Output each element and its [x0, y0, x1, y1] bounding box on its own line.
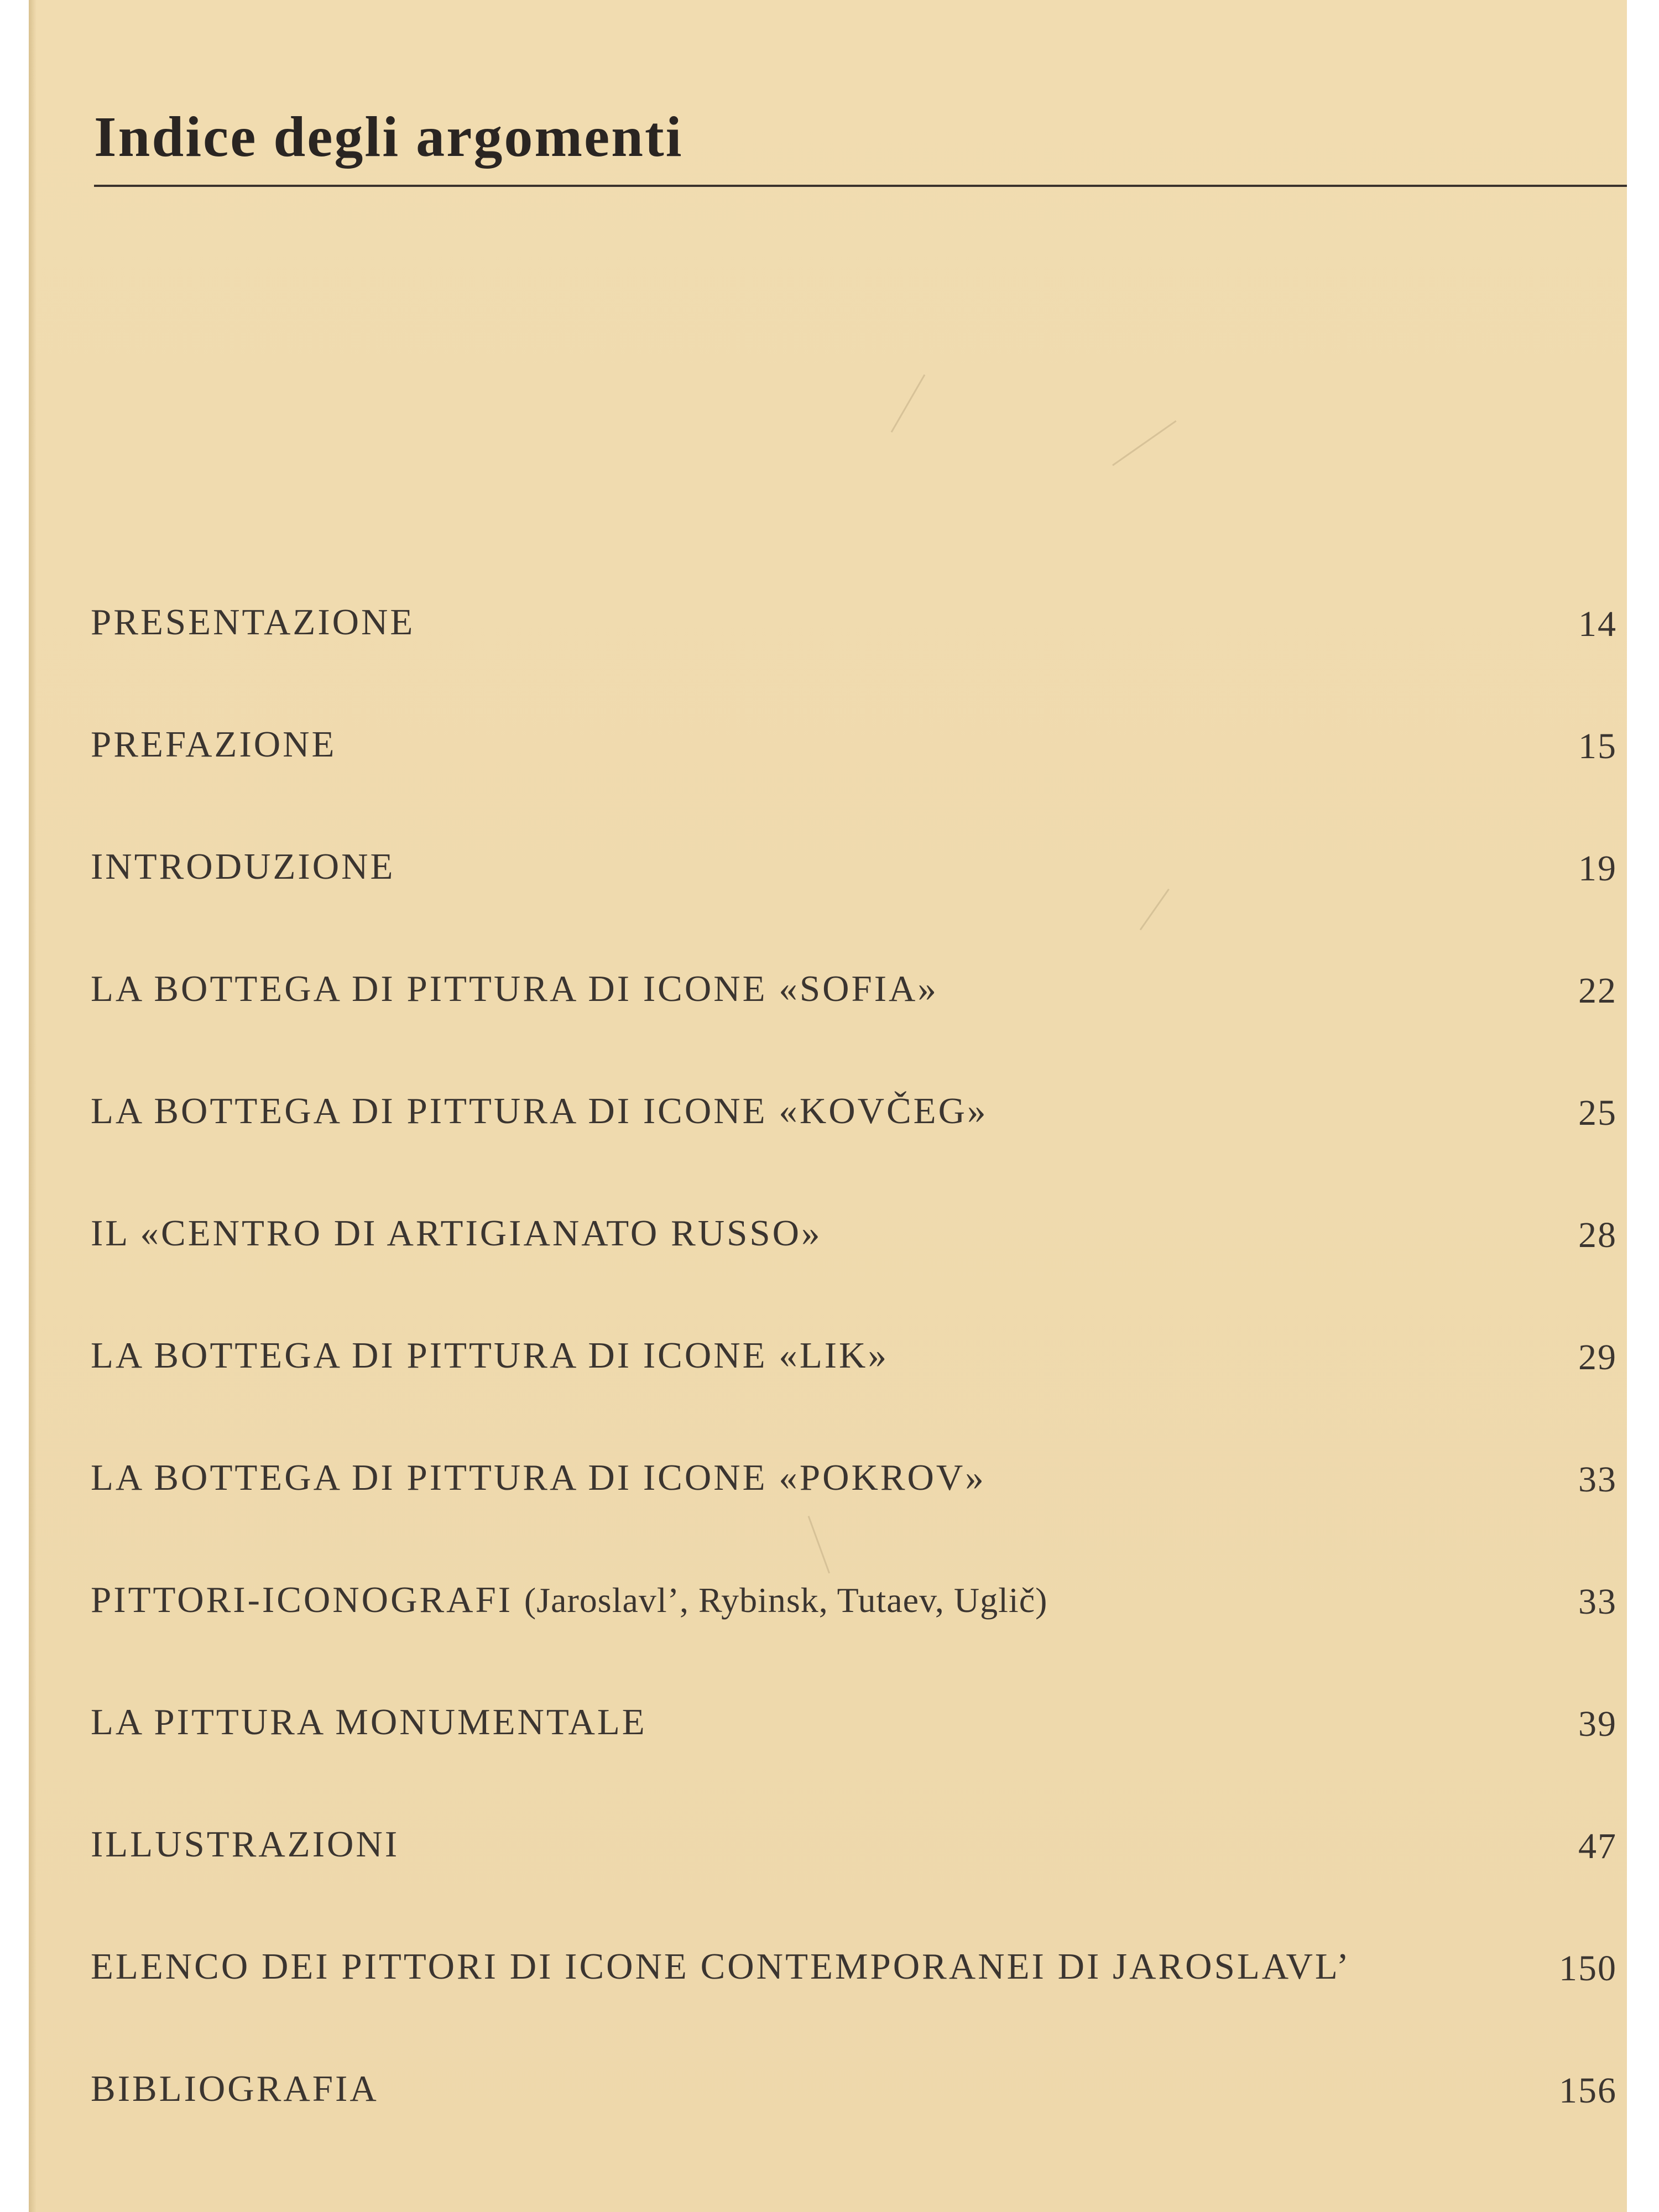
toc-entry[interactable] [91, 1578, 1617, 1700]
toc-page-number: 33 [1578, 1582, 1617, 1622]
toc-entry-title: LA BOTTEGA DI PITTURA DI ICONE «KOVČEG» [91, 1091, 988, 1131]
toc-entry[interactable] [91, 2067, 1617, 2189]
toc-entry-title: PRESENTAZIONE [91, 602, 415, 643]
toc-entry-title: LA BOTTEGA DI PITTURA DI ICONE «SOFIA» [91, 968, 938, 1009]
toc-entry[interactable] [91, 967, 1617, 1089]
toc-entry[interactable] [91, 844, 1617, 967]
toc-entry-title-group [91, 1578, 1047, 1622]
toc-entry-title: PREFAZIONE [91, 724, 337, 765]
toc-entry-title: LA BOTTEGA DI PITTURA DI ICONE «LIK» [91, 1335, 889, 1376]
toc-entry-subtitle: (Jaroslavl’, Rybinsk, Tutaev, Uglič) [524, 1580, 1048, 1620]
toc-entry[interactable] [91, 722, 1617, 844]
page-title: Indice degli argomenti [94, 105, 684, 169]
toc-entry-title: ILLUSTRAZIONI [91, 1824, 400, 1865]
toc-entry[interactable] [91, 1455, 1617, 1578]
toc-entry-title: INTRODUZIONE [91, 846, 395, 887]
toc-page-number: 15 [1578, 726, 1617, 766]
toc-entry[interactable] [91, 1089, 1617, 1211]
toc-entry[interactable] [91, 1211, 1617, 1333]
book-page [29, 0, 1627, 2212]
toc-page-number: 28 [1578, 1215, 1617, 1255]
toc-page-number: 156 [1559, 2070, 1617, 2111]
toc-entry-title: PITTORI-ICONOGRAFI [91, 1579, 513, 1620]
paper-scratch [891, 374, 926, 432]
toc-page-number: 29 [1578, 1337, 1617, 1378]
toc-entry-title: LA PITTURA MONUMENTALE [91, 1702, 647, 1743]
toc-entry[interactable] [91, 1700, 1617, 1822]
toc-entry-title: LA BOTTEGA DI PITTURA DI ICONE «POKROV» [91, 1457, 986, 1498]
toc-entry[interactable] [91, 1822, 1617, 1944]
table-of-contents [91, 600, 1617, 2189]
toc-page-number: 150 [1559, 1948, 1617, 1989]
toc-entry[interactable] [91, 1333, 1617, 1455]
toc-entry-title: IL «CENTRO DI ARTIGIANATO RUSSO» [91, 1213, 822, 1254]
toc-page-number: 47 [1578, 1826, 1617, 1866]
page-binding-edge [29, 0, 36, 2212]
toc-page-number: 33 [1578, 1459, 1617, 1500]
toc-page-number: 22 [1578, 971, 1617, 1011]
toc-entry[interactable] [91, 600, 1617, 722]
toc-page-number: 25 [1578, 1093, 1617, 1133]
paper-scratch [1112, 420, 1176, 466]
toc-page-number: 19 [1578, 848, 1617, 889]
toc-entry-title: BIBLIOGRAFIA [91, 2068, 379, 2109]
toc-entry-title: ELENCO DEI PITTORI DI ICONE CONTEMPORANEI DI JAROSLAVL’ [91, 1946, 1351, 1987]
toc-page-number: 14 [1578, 604, 1617, 644]
toc-entry[interactable] [91, 1944, 1617, 2067]
title-divider [94, 185, 1627, 187]
toc-page-number: 39 [1578, 1704, 1617, 1744]
